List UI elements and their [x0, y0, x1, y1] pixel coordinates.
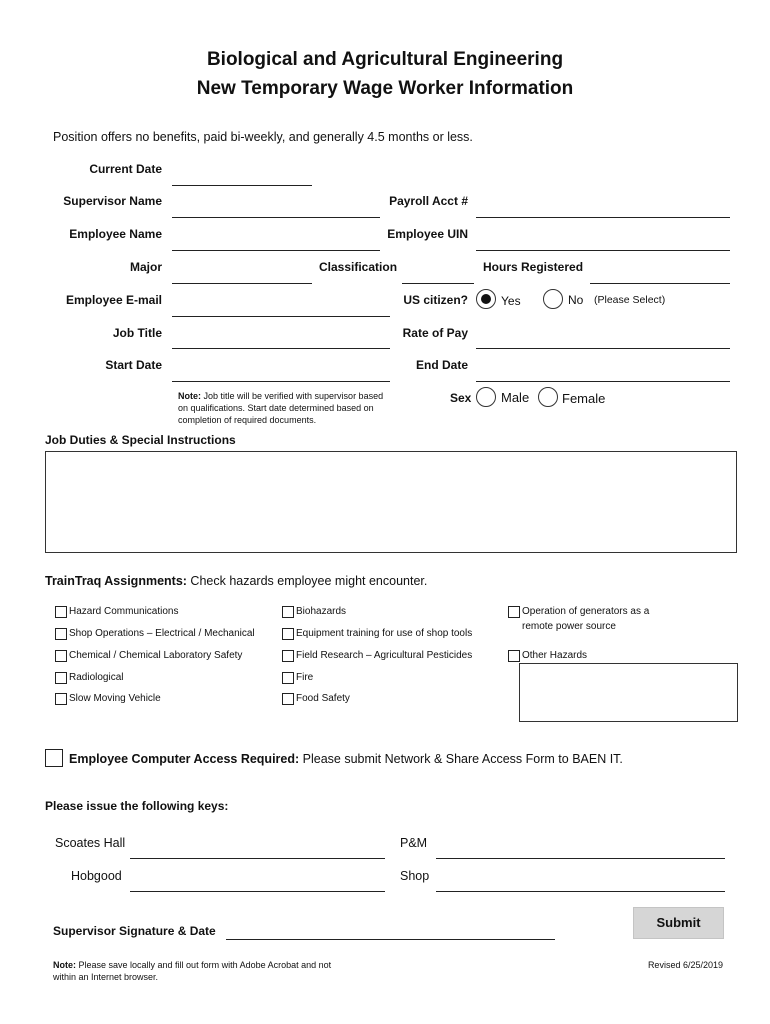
sex-male-radio[interactable]: [476, 387, 496, 407]
supervisor-signature-label: Supervisor Signature & Date: [53, 924, 216, 938]
footer-note: Note: Please save locally and fill out form with Adobe Acrobat and not within an Internet browser.: [53, 960, 332, 982]
scoates-hall-label: Scoates Hall: [55, 836, 126, 850]
payroll-acct-field[interactable]: [476, 217, 730, 218]
submit-button[interactable]: Submit: [633, 907, 724, 939]
chemical-safety-label: Chemical / Chemical Laboratory Safety: [69, 650, 243, 661]
employee-name-label: Employee Name: [69, 227, 162, 241]
generators-label-line2: remote power source: [522, 621, 616, 632]
hazard-communications-checkbox[interactable]: [55, 606, 67, 618]
job-title-note: Note: Job title will be verified with supervisor based on qualifications. Start date determined based on completion of required documents.: [178, 391, 384, 425]
form-title-line2: New Temporary Wage Worker Information: [196, 78, 574, 99]
classification-field[interactable]: [402, 283, 474, 284]
employee-email-field[interactable]: [172, 316, 390, 317]
major-label: Major: [129, 260, 162, 274]
revised-date: Revised 6/25/2019: [647, 960, 723, 970]
traintraq-heading: TrainTraq Assignments: Check hazards employee might encounter.: [45, 574, 428, 588]
sex-female-radio[interactable]: [538, 387, 558, 407]
equipment-training-label: Equipment training for use of shop tools: [296, 628, 473, 639]
other-hazards-label: Other Hazards: [522, 650, 588, 661]
supervisor-signature-field[interactable]: [226, 939, 555, 940]
current-date-label: Current Date: [89, 162, 162, 176]
employee-email-label: Employee E-mail: [65, 293, 162, 307]
us-citizen-label: US citizen?: [403, 293, 468, 307]
shop-operations-label: Shop Operations – Electrical / Mechanical: [69, 628, 255, 639]
us-citizen-yes-radio[interactable]: [476, 289, 496, 309]
other-hazards-textbox[interactable]: [519, 663, 738, 722]
hours-registered-field[interactable]: [590, 283, 730, 284]
job-duties-textarea[interactable]: [45, 451, 737, 553]
us-citizen-yes-label: Yes: [501, 294, 521, 308]
generators-checkbox[interactable]: [508, 606, 520, 618]
payroll-acct-label: Payroll Acct #: [389, 194, 468, 208]
keys-heading: Please issue the following keys:: [45, 799, 229, 813]
job-title-label: Job Title: [112, 326, 162, 340]
food-safety-label: Food Safety: [296, 693, 350, 704]
fire-checkbox[interactable]: [282, 672, 294, 684]
sex-label: Sex: [450, 391, 472, 405]
hobgood-field[interactable]: [130, 891, 385, 892]
job-title-field[interactable]: [172, 348, 390, 349]
equipment-training-checkbox[interactable]: [282, 628, 294, 640]
scoates-hall-field[interactable]: [130, 858, 385, 859]
sex-male-label: Male: [501, 390, 530, 405]
us-citizen-no-label: No: [568, 293, 584, 307]
chemical-safety-checkbox[interactable]: [55, 650, 67, 662]
shop-operations-checkbox[interactable]: [55, 628, 67, 640]
generators-label-line1: Operation of generators as a: [522, 606, 650, 617]
intro-text: Position offers no benefits, paid bi-weekly, and generally 4.5 months or less.: [53, 130, 473, 144]
computer-access-text: Employee Computer Access Required: Please submit Network & Share Access Form to BAEN IT.: [69, 752, 623, 766]
form-title-line1: Biological and Agricultural Engineering: [206, 49, 564, 70]
job-duties-label: Job Duties & Special Instructions: [45, 433, 236, 447]
please-select-hint: (Please Select): [594, 294, 666, 306]
pm-label: P&M: [400, 836, 428, 850]
employee-name-field[interactable]: [172, 250, 380, 251]
current-date-field[interactable]: [172, 185, 312, 186]
fire-label: Fire: [296, 672, 314, 683]
biohazards-checkbox[interactable]: [282, 606, 294, 618]
employee-uin-field[interactable]: [476, 250, 730, 251]
hazard-communications-label: Hazard Communications: [69, 606, 179, 617]
radiological-label: Radiological: [69, 672, 124, 683]
classification-label: Classification: [319, 260, 398, 274]
end-date-field[interactable]: [476, 381, 730, 382]
us-citizen-no-radio[interactable]: [543, 289, 563, 309]
biohazards-label: Biohazards: [296, 606, 347, 617]
pm-field[interactable]: [436, 858, 725, 859]
radiological-checkbox[interactable]: [55, 672, 67, 684]
shop-field[interactable]: [436, 891, 725, 892]
food-safety-checkbox[interactable]: [282, 693, 294, 705]
major-field[interactable]: [172, 283, 312, 284]
field-research-checkbox[interactable]: [282, 650, 294, 662]
hobgood-label: Hobgood: [71, 869, 122, 883]
supervisor-name-field[interactable]: [172, 217, 380, 218]
shop-label: Shop: [400, 869, 430, 883]
rate-of-pay-label: Rate of Pay: [402, 326, 468, 340]
start-date-label: Start Date: [105, 358, 162, 372]
slow-moving-vehicle-checkbox[interactable]: [55, 693, 67, 705]
hours-registered-label: Hours Registered: [483, 260, 584, 274]
supervisor-name-label: Supervisor Name: [63, 194, 162, 208]
start-date-field[interactable]: [172, 381, 390, 382]
slow-moving-vehicle-label: Slow Moving Vehicle: [69, 693, 161, 704]
employee-uin-label: Employee UIN: [387, 227, 468, 241]
field-research-label: Field Research – Agricultural Pesticides: [296, 650, 473, 661]
computer-access-checkbox[interactable]: [45, 749, 63, 767]
rate-of-pay-field[interactable]: [476, 348, 730, 349]
end-date-label: End Date: [415, 358, 468, 372]
sex-female-label: Female: [562, 391, 606, 406]
other-hazards-checkbox[interactable]: [508, 650, 520, 662]
